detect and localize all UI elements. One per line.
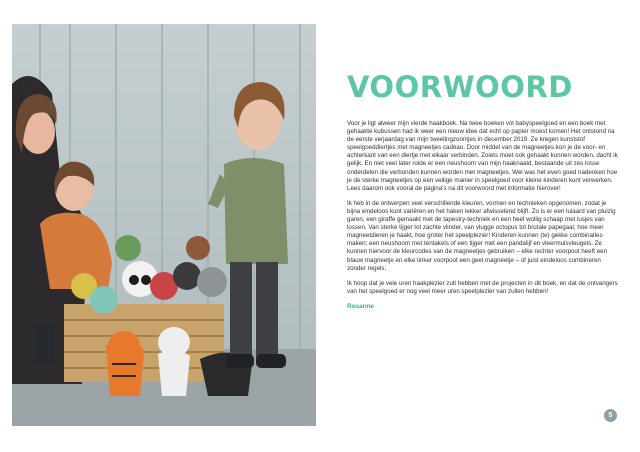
photo-illustration <box>12 24 316 426</box>
foreword-section <box>347 70 619 311</box>
toy-basket <box>64 304 224 382</box>
author-signature: Rosanne <box>347 302 374 310</box>
foreword-paragraph: Ik heb in de ontwerpen veel verschillende kleuren, vormen en technieken opgenomen, zodat je bijna eindeloos kunt variëren en het haken lekker afwisselend blijft. Zo is er een luiaard van pluizig garen, een giraffe gemaakt met de tapestry-techniek en een heel wollig schaap met lusjes van lossen. Van sterke tijger tot zachte vlinder, van vlugge octopus tot brutale papegaai; hoe meer magneetdieren je haakt, hoe groter het speelplezier! Kinderen kunnen (te) gekke combinaties maken; een neushoorn met tentakels of een tijger met een pandalijf en vleermuisvleugels. Ze kunnen hiervoor de kleurcodes van de magneetjes gebruiken – elke rechter voorpoot heeft een blauw magneetje en elke linker voorpoot een geel magneetje – of juist eindeloos combineren zonder regels. <box>347 199 616 272</box>
cover-photo <box>12 24 316 426</box>
foreword-body <box>347 120 619 311</box>
page-number-badge: 5 <box>604 409 617 422</box>
page-title: VOORWOORD <box>347 70 573 104</box>
foreword-paragraph: Voor je ligt alweer mijn vierde haakboek. Na twee boeken vol babyspeelgoed en een boek met gehaakte kubussen had ik weer een nieuw idee dat echt op papier moest komen! Het ontstond na de eerste verjaardag van mijn tweelingzoontjes in december 2019. Ze kregen kunststof speelgoeddiertjes met magneetjes cadeau. Door middel van de magneetjes kon je de voor- en achterkant van een diertje met elkaar verbinden. Zoiets moet ook gehaakt kunnen worden, dacht ik gelijk. En niet veel later rolde er een neushoorn van mijn haaknaald, bestaande uit zes losse onderdelen die verbonden kunnen worden met magneetjes. Wel was het even goed nadenken hoe je de sterke magneetjes op een veilige manier in speelgoed voor kleine kinderen kunt verwerken. Lees daarom ook vooral de pagina's na dit voorwoord met informatie hierover! <box>347 120 618 192</box>
foreword-paragraph: Ik hoop dat je vele uren haakplezier zult hebben met de projecten in dit boek, en dat de ontvangers van het speelgoed er nog veel meer uren speelplezier van zullen hebben! <box>347 279 618 295</box>
